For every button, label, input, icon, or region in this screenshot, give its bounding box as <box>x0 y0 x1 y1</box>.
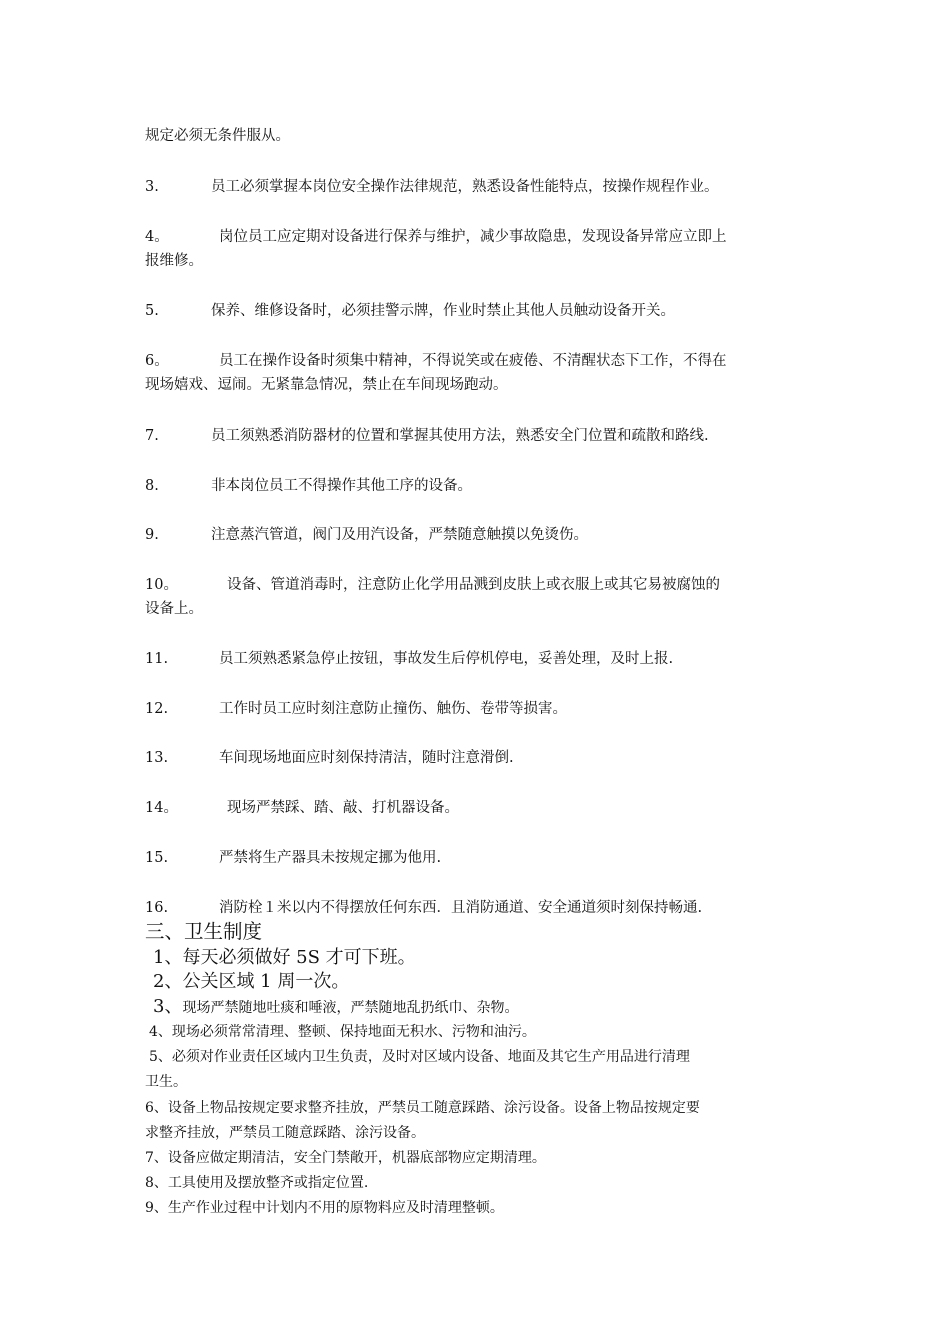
section-title: 三、卫生制度 <box>145 920 263 943</box>
rule-5 <box>145 299 815 324</box>
rule-14 <box>145 796 815 821</box>
rule-text: 车间现场地面应时刻保持清洁，随时注意滑倒. <box>219 750 514 766</box>
rule-13 <box>145 746 815 771</box>
rule-number: 14。 <box>145 800 178 816</box>
rule-number: 10。 <box>145 577 178 593</box>
rule-8 <box>145 474 815 499</box>
rule-text: 员工必须掌握本岗位安全操作法律规范，熟悉设备性能特点，按操作规程作业。 <box>211 179 719 195</box>
rule-text: 设备、管道消毒时，注意防止化学用品溅到皮肤上或衣服上或其它易被腐蚀的 <box>227 577 720 593</box>
hygiene-item-9: 9、生产作业过程中计划内不用的原物料应及时清理整顿。 <box>145 1200 504 1216</box>
continuation-text: 规定必须无条件服从。 <box>145 128 290 144</box>
rule-text: 员工须熟悉紧急停止按钮，事故发生后停机停电，妥善处理，及时上报. <box>219 651 674 667</box>
rule-15 <box>145 846 815 871</box>
hygiene-item-4: 4、现场必须常常清理、整顿、保持地面无积水、污物和油污。 <box>149 1024 536 1040</box>
rule-4-cont: 报维修。 <box>145 253 203 269</box>
rule-text: 非本岗位员工不得操作其他工序的设备。 <box>211 478 472 494</box>
rule-11 <box>145 647 815 672</box>
hygiene-item-8: 8、工具使用及摆放整齐或指定位置. <box>145 1175 369 1191</box>
rule-text: 员工须熟悉消防器材的位置和掌握其使用方法，熟悉安全门位置和疏散和路线. <box>211 428 709 444</box>
hygiene-item-5: 5、必须对作业责任区域内卫生负责，及时对区域内设备、地面及其它生产用品进行清理 <box>149 1049 690 1065</box>
rule-number: 6。 <box>145 353 169 369</box>
hygiene-item-3-text: 现场严禁随地吐痰和唾液，严禁随地乱扔纸巾、杂物。 <box>182 1000 519 1016</box>
rule-6-cont: 现场嬉戏、逗闹。无紧靠急情况，禁止在车间现场跑动。 <box>145 377 508 393</box>
hygiene-item-1: 1、每天必须做好 5S 才可下班。 <box>153 947 416 968</box>
rule-text: 保养、维修设备时，必须挂警示牌，作业时禁止其他人员触动设备开关。 <box>211 303 675 319</box>
rule-16 <box>145 896 815 921</box>
rule-text: 岗位员工应定期对设备进行保养与维护，减少事故隐患，发现设备异常应立即上 <box>219 229 727 245</box>
rule-4 <box>145 225 815 250</box>
rule-number: 11. <box>145 651 169 667</box>
hygiene-item-2: 2、公关区域 1 周一次。 <box>153 971 350 992</box>
rule-text: 现场严禁踩、踏、敲、打机器设备。 <box>227 800 459 816</box>
hygiene-item-6-cont: 求整齐挂放，严禁员工随意踩踏、涂污设备。 <box>145 1125 425 1141</box>
hygiene-item-3-number: 3、 <box>153 996 183 1017</box>
rule-10 <box>145 573 815 598</box>
rule-number: 16. <box>145 900 169 916</box>
rule-text: 严禁将生产器具未按规定挪为他用. <box>219 850 442 866</box>
rule-number: 3. <box>145 179 159 195</box>
rule-number: 4。 <box>145 229 169 245</box>
hygiene-item-5-cont: 卫生。 <box>145 1074 187 1090</box>
rule-12 <box>145 697 815 722</box>
hygiene-item-6: 6、设备上物品按规定要求整齐挂放，严禁员工随意踩踏、涂污设备。设备上物品按规定要 <box>145 1100 700 1116</box>
rule-text: 注意蒸汽管道，阀门及用汽设备，严禁随意触摸以免烫伤。 <box>211 527 588 543</box>
rule-text: 工作时员工应时刻注意防止撞伤、触伤、卷带等损害。 <box>219 701 567 717</box>
rule-6 <box>145 349 815 374</box>
rule-number: 15. <box>145 850 169 866</box>
rule-text: 消防栓１米以内不得摆放任何东西．且消防通道、安全通道须时刻保持畅通. <box>219 900 703 916</box>
rule-text: 员工在操作设备时须集中精神，不得说笑或在疲倦、不清醒状态下工作，不得在 <box>219 353 727 369</box>
rule-number: 5. <box>145 303 159 319</box>
rule-number: 8. <box>145 478 159 494</box>
rule-number: 7. <box>145 428 159 444</box>
rule-number: 12. <box>145 701 169 717</box>
rule-3 <box>145 175 815 200</box>
hygiene-item-7: 7、设备应做定期清洁，安全门禁敞开，机器底部物应定期清理。 <box>145 1150 546 1166</box>
rule-7 <box>145 424 815 449</box>
rule-number: 9. <box>145 527 159 543</box>
rule-9 <box>145 523 815 548</box>
hygiene-item-3 <box>153 995 823 1021</box>
rule-10-cont: 设备上。 <box>145 601 203 617</box>
rule-number: 13. <box>145 750 169 766</box>
